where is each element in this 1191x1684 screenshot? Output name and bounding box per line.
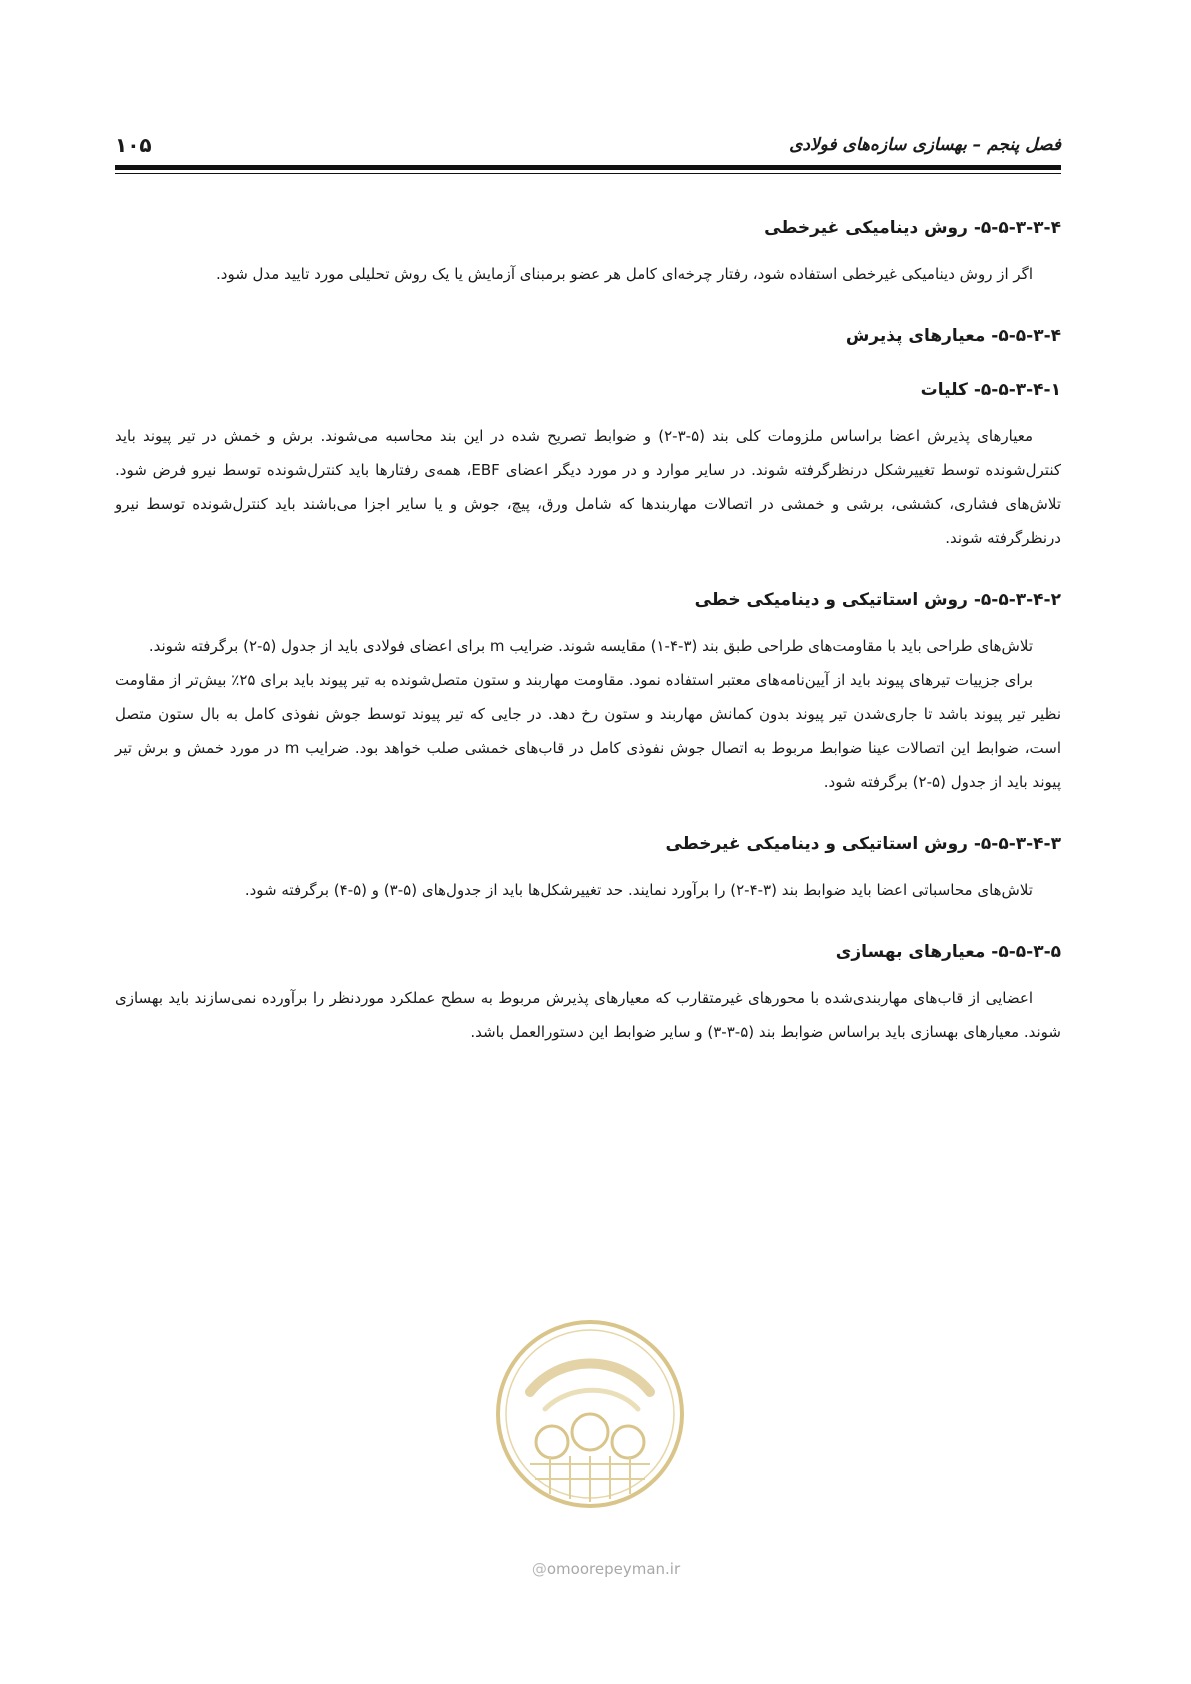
section-nonlinear-static-dynamic bbox=[115, 829, 1061, 907]
header-rule-thin bbox=[115, 173, 1061, 174]
page-body bbox=[115, 213, 1061, 1079]
section-acceptance-criteria bbox=[115, 321, 1061, 351]
section-rehabilitation-criteria bbox=[115, 937, 1061, 1049]
body-paragraph: معیارهای پذیرش اعضا براساس ملزومات کلی بند (۵-۳-۲) و ضوابط تصریح شده در این بند محاسبه می‌شوند. برش و خمش در تیر پیوند باید کنترل‌شونده توسط تغییرشکل درنظرگرفته شوند. در سایر موارد و در مورد دیگر اعضای EBF، همه‌ی رفتارها باید کنترل‌شونده توسط نیرو فرض شود. تلاش‌های فشاری، کششی، برشی و خمشی در اتصالات مهاربندها که شامل ورق، پیچ، جوش و یا سایر اجزا می‌باشند باید کنترل‌شونده توسط نیرو درنظرگرفته شوند. bbox=[115, 427, 1061, 547]
page-number: ۱۰۵ bbox=[115, 133, 152, 157]
section-heading: ۵-۵-۳-۳-۴- روش دینامیکی غیرخطی bbox=[764, 218, 1061, 238]
header-rule-thick bbox=[115, 165, 1061, 170]
body-paragraph: تلاش‌های طراحی باید با مقاومت‌های طراحی طبق بند (۳-۴-۱) مقایسه شوند. ضرایب m برای اعضای فولادی باید از جدول (۵-۲) برگرفته شوند. bbox=[148, 637, 1033, 655]
section-general bbox=[115, 375, 1061, 555]
watermark-url: @omoorepeyman.ir bbox=[531, 1560, 681, 1578]
body-paragraph: تلاش‌های محاسباتی اعضا باید ضوابط بند (۳-۴-۲) را برآورد نمایند. حد تغییرشکل‌ها باید از جدول‌های (۵-۳) و (۵-۴) برگرفته شود. bbox=[244, 881, 1033, 899]
section-nonlinear-dynamic bbox=[115, 213, 1061, 291]
body-paragraph: برای جزییات تیرهای پیوند باید از آیین‌نامه‌های معتبر استفاده نمود. مقاومت مهاربند و ستون متصل‌شونده به تیر پیوند باید برای ۲۵٪ بیش‌تر از مقاومت نظیر تیر پیوند باشد تا جاری‌شدن تیر پیوند بدون کمانش مهاربند و ستون رخ دهد. در جایی که تیر پیوند توسط جوش نفوذی کامل به بال ستون متصل است، ضوابط این اتصالات عینا ضوابط مربوط به اتصال جوش نفوذی کامل در قاب‌های خمشی صلب خواهد بود. ضرایب m در مورد خمش و برش تیر پیوند باید از جدول (۵-۲) برگرفته شود. bbox=[115, 671, 1062, 791]
section-heading: ۵-۵-۳-۴-۱- کلیات bbox=[920, 380, 1061, 400]
section-linear-static-dynamic bbox=[115, 585, 1061, 799]
body-paragraph: اعضایی از قاب‌های مهاربندی‌شده با محورهای غیرمتقارب که معیارهای پذیرش مربوط به سطح عملکرد موردنظر را برآورده نمی‌سازند باید بهسازی شوند. معیارهای بهسازی باید براساس ضوابط بند (۵-۳-۳) و سایر ضوابط این دستورالعمل باشد. bbox=[115, 989, 1061, 1041]
section-heading: ۵-۵-۳-۴- معیارهای پذیرش bbox=[845, 326, 1061, 346]
watermark-seal-logo bbox=[490, 1314, 690, 1514]
chapter-title: فصل پنجم – بهسازی سازه‌های فولادی bbox=[789, 135, 1061, 155]
at-sign-icon: @ bbox=[531, 1560, 547, 1578]
body-paragraph: اگر از روش دینامیکی غیرخطی استفاده شود، رفتار چرخه‌ای کامل هر عضو برمبنای آزمایش یا یک روش تحلیلی مورد تایید مدل شود. bbox=[216, 265, 1033, 283]
section-heading: ۵-۵-۳-۵- معیارهای بهسازی bbox=[835, 942, 1061, 962]
section-heading: ۵-۵-۳-۴-۳- روش استاتیکی و دینامیکی غیرخطی bbox=[665, 834, 1061, 854]
section-heading: ۵-۵-۳-۴-۲- روش استاتیکی و دینامیکی خطی bbox=[694, 590, 1061, 610]
running-header bbox=[115, 128, 1061, 162]
